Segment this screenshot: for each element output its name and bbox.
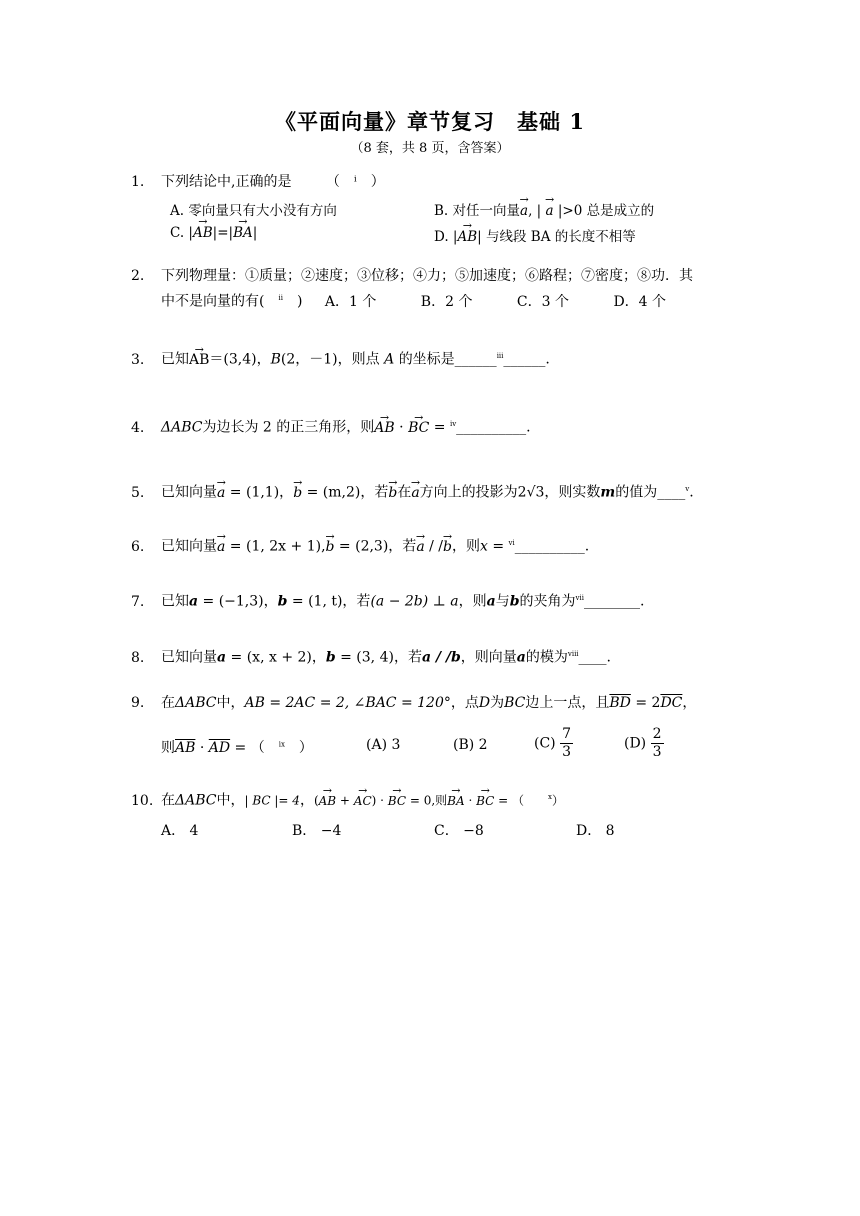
question-2: [131, 266, 693, 286]
footnote-marker: ii: [278, 294, 283, 302]
question-9: 9. 在ΔABC中，AB = 2AC = 2, ∠BAC = 120°，点D为BC边上一点，且$\overline{BD} = 2\overline{DC}$，: [131, 695, 697, 711]
option-b: B．2 个: [420, 293, 473, 310]
option-c: C．3 个: [516, 293, 569, 310]
option-a: A. 零向量只有大小没有方向: [170, 203, 337, 219]
option-c: C． −8: [434, 823, 484, 839]
question-2-line2: 中不是向量的有( $^{ii}$ ) A．1 个 B．2 个 C．3 个 D．4 个: [161, 293, 667, 310]
option-c: C. |→ AB|=|→ BA|: [170, 225, 257, 241]
option-b: (B) 2: [453, 737, 488, 753]
question-number: 1.: [131, 174, 145, 190]
option-d: D. |→ AB| 与线段 BA 的长度不相等: [434, 225, 636, 245]
question-number: 2.: [131, 268, 145, 284]
option-b: B． −4: [292, 823, 342, 839]
option-a: A．1 个: [324, 293, 377, 310]
question-3: 3. 已知→ AB＝(3,4)，B(2，－1)，则点 A 的坐标是______$^{iii}$______.: [131, 346, 550, 370]
question-1: [131, 172, 385, 192]
question-4: 4. ΔABC为边长为 2 的正三角形，则→ AB · → BC = $^{iv}$__________.: [131, 414, 531, 438]
question-6: 6. 已知向量→ a = (1, 2x + 1),→ b = (2,3)，若→ a / /→ b，则x = $^{vi}$__________.: [131, 533, 589, 557]
answer-blank: （ ⁱ ）: [325, 174, 385, 190]
option-d: D．4 个: [613, 293, 667, 310]
question-stem-line1: 下列物理量：①质量；②速度；③位移；④力；⑤加速度；⑥路程；⑦密度；⑧功．其: [161, 268, 693, 284]
question-10: 10. 在ΔABC中，| BC |= 4，(→ AB + → AC) · → BC = 0,则→ BA · → BC = （ $^x$）: [131, 787, 564, 811]
option-d: (D) $\frac{2}{3}$: [624, 726, 662, 760]
question-stem: 下列结论中,正确的是: [161, 174, 292, 190]
option-a: A． 4: [161, 823, 199, 839]
option-d: D． 8: [576, 823, 615, 839]
option-c: (C) $\frac{7}{3}$: [534, 726, 572, 760]
page-subtitle: （8 套，共 8 页，含答案）: [350, 141, 510, 156]
option-a: (A) 3: [366, 737, 401, 753]
question-7: 7. 已知a = (−1,3)，b = (1, t)，若(a − 2b) ⊥ a，则a与b的夹角为$^{vii}$________.: [131, 593, 645, 610]
question-8: 8. 已知向量a = (x, x + 2)，b = (3, 4)，若a / /b，则向量a的模为$^{viii}$____.: [131, 649, 611, 666]
question-9-line2: 则$\overline{AB} \cdot \overline{AD}$ = （ $^{ix}$ ）: [161, 740, 313, 756]
page-title: 《平面向量》章节复习 基础 1: [275, 109, 585, 134]
option-b: B. 对任一向量→ a, | → a |>0 总是成立的: [434, 199, 654, 219]
question-5: 5. 已知向量→ a = (1,1)，→ b = (m,2)，若→ b在→ a方向上的投影为2√3，则实数m的值为____$^v$.: [131, 479, 694, 503]
